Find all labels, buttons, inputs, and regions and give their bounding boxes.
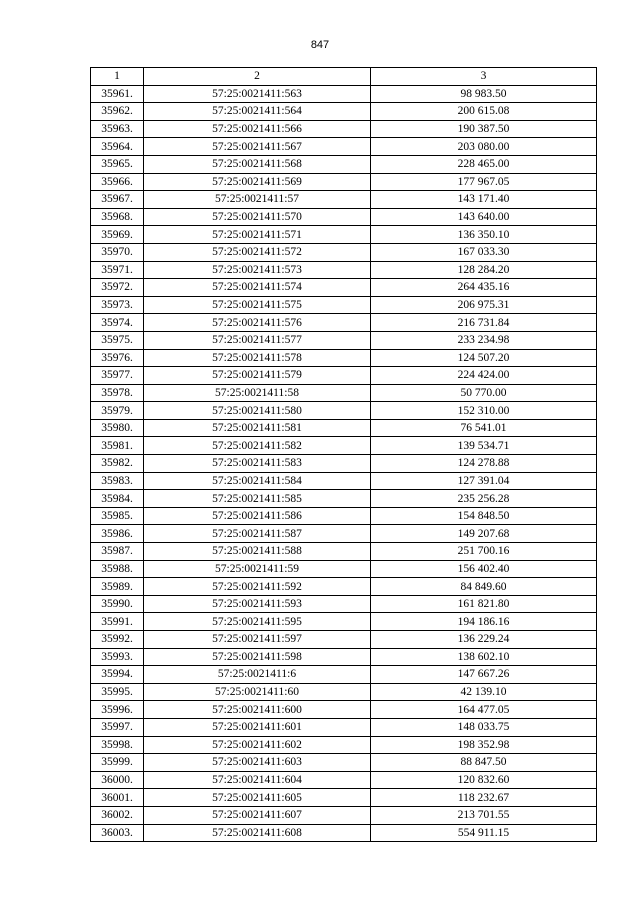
value-cell: 203 080.00 — [371, 138, 597, 156]
cadastral-number-cell: 57:25:0021411:571 — [144, 226, 371, 244]
row-number-cell: 35989. — [91, 578, 144, 596]
table-row — [91, 666, 597, 684]
value-cell: 128 284.20 — [371, 261, 597, 279]
table-row — [91, 314, 597, 332]
table-row — [91, 120, 597, 138]
value-cell: 50 770.00 — [371, 384, 597, 402]
table-row — [91, 771, 597, 789]
table-row — [91, 683, 597, 701]
cadastral-number-cell: 57:25:0021411:583 — [144, 455, 371, 473]
cadastral-number-cell: 57:25:0021411:579 — [144, 367, 371, 385]
row-number-cell: 35994. — [91, 666, 144, 684]
cadastral-number-cell: 57:25:0021411:584 — [144, 472, 371, 490]
cadastral-number-cell: 57:25:0021411:602 — [144, 736, 371, 754]
cadastral-number-cell: 57:25:0021411:608 — [144, 824, 371, 842]
value-cell: 124 278.88 — [371, 455, 597, 473]
cadastral-number-cell: 57:25:0021411:578 — [144, 349, 371, 367]
row-number-cell: 35977. — [91, 367, 144, 385]
row-number-cell: 35973. — [91, 296, 144, 314]
value-cell: 76 541.01 — [371, 419, 597, 437]
value-cell: 213 701.55 — [371, 806, 597, 824]
cadastral-number-cell: 57:25:0021411:573 — [144, 261, 371, 279]
cadastral-number-cell: 57:25:0021411:603 — [144, 754, 371, 772]
cadastral-number-cell: 57:25:0021411:592 — [144, 578, 371, 596]
row-number-cell: 36002. — [91, 806, 144, 824]
cadastral-number-cell: 57:25:0021411:576 — [144, 314, 371, 332]
value-cell: 136 350.10 — [371, 226, 597, 244]
column-header-cadastral-number: 2 — [144, 68, 371, 86]
table-row — [91, 560, 597, 578]
row-number-cell: 35964. — [91, 138, 144, 156]
value-cell: 118 232.67 — [371, 789, 597, 807]
table-row — [91, 437, 597, 455]
value-cell: 98 983.50 — [371, 85, 597, 103]
table-row — [91, 103, 597, 121]
row-number-cell: 35978. — [91, 384, 144, 402]
cadastral-number-cell: 57:25:0021411:607 — [144, 806, 371, 824]
registry-table — [90, 67, 597, 842]
table-row — [91, 472, 597, 490]
page-number: 847 — [310, 39, 330, 51]
table-row — [91, 243, 597, 261]
table-row — [91, 754, 597, 772]
table-row — [91, 384, 597, 402]
row-number-cell: 35984. — [91, 490, 144, 508]
table-row — [91, 543, 597, 561]
row-number-cell: 35995. — [91, 683, 144, 701]
table-row — [91, 331, 597, 349]
row-number-cell: 35974. — [91, 314, 144, 332]
value-cell: 124 507.20 — [371, 349, 597, 367]
table-row — [91, 789, 597, 807]
cadastral-number-cell: 57:25:0021411:600 — [144, 701, 371, 719]
row-number-cell: 36001. — [91, 789, 144, 807]
value-cell: 216 731.84 — [371, 314, 597, 332]
table-row — [91, 155, 597, 173]
column-header-number: 1 — [91, 68, 144, 86]
value-cell: 156 402.40 — [371, 560, 597, 578]
table-row — [91, 419, 597, 437]
value-cell: 147 667.26 — [371, 666, 597, 684]
cadastral-number-cell: 57:25:0021411:588 — [144, 543, 371, 561]
table-row — [91, 367, 597, 385]
row-number-cell: 35965. — [91, 155, 144, 173]
cadastral-number-cell: 57:25:0021411:598 — [144, 648, 371, 666]
cadastral-number-cell: 57:25:0021411:585 — [144, 490, 371, 508]
value-cell: 233 234.98 — [371, 331, 597, 349]
cadastral-number-cell: 57:25:0021411:569 — [144, 173, 371, 191]
cadastral-number-cell: 57:25:0021411:597 — [144, 631, 371, 649]
value-cell: 42 139.10 — [371, 683, 597, 701]
value-cell: 84 849.60 — [371, 578, 597, 596]
value-cell: 148 033.75 — [371, 718, 597, 736]
row-number-cell: 35979. — [91, 402, 144, 420]
value-cell: 149 207.68 — [371, 525, 597, 543]
row-number-cell: 36003. — [91, 824, 144, 842]
row-number-cell: 35961. — [91, 85, 144, 103]
value-cell: 167 033.30 — [371, 243, 597, 261]
table-row — [91, 138, 597, 156]
value-cell: 161 821.80 — [371, 595, 597, 613]
cadastral-number-cell: 57:25:0021411:566 — [144, 120, 371, 138]
value-cell: 164 477.05 — [371, 701, 597, 719]
row-number-cell: 35972. — [91, 279, 144, 297]
value-cell: 190 387.50 — [371, 120, 597, 138]
table-row — [91, 631, 597, 649]
row-number-cell: 35992. — [91, 631, 144, 649]
row-number-cell: 35976. — [91, 349, 144, 367]
row-number-cell: 35963. — [91, 120, 144, 138]
row-number-cell: 35981. — [91, 437, 144, 455]
table-row — [91, 507, 597, 525]
value-cell: 88 847.50 — [371, 754, 597, 772]
row-number-cell: 35988. — [91, 560, 144, 578]
row-number-cell: 35966. — [91, 173, 144, 191]
cadastral-number-cell: 57:25:0021411:60 — [144, 683, 371, 701]
cadastral-number-cell: 57:25:0021411:564 — [144, 103, 371, 121]
cadastral-number-cell: 57:25:0021411:6 — [144, 666, 371, 684]
value-cell: 120 832.60 — [371, 771, 597, 789]
table-row — [91, 578, 597, 596]
row-number-cell: 36000. — [91, 771, 144, 789]
table-row — [91, 226, 597, 244]
row-number-cell: 35975. — [91, 331, 144, 349]
row-number-cell: 35998. — [91, 736, 144, 754]
cadastral-number-cell: 57:25:0021411:570 — [144, 208, 371, 226]
value-cell: 154 848.50 — [371, 507, 597, 525]
value-cell: 198 352.98 — [371, 736, 597, 754]
cadastral-number-cell: 57:25:0021411:58 — [144, 384, 371, 402]
table-header-row — [91, 68, 597, 86]
row-number-cell: 35985. — [91, 507, 144, 525]
row-number-cell: 35969. — [91, 226, 144, 244]
value-cell: 139 534.71 — [371, 437, 597, 455]
row-number-cell: 35970. — [91, 243, 144, 261]
row-number-cell: 35962. — [91, 103, 144, 121]
cadastral-number-cell: 57:25:0021411:582 — [144, 437, 371, 455]
registry-table-body — [91, 68, 597, 842]
cadastral-number-cell: 57:25:0021411:586 — [144, 507, 371, 525]
row-number-cell: 35993. — [91, 648, 144, 666]
row-number-cell: 35968. — [91, 208, 144, 226]
table-row — [91, 85, 597, 103]
cadastral-number-cell: 57:25:0021411:601 — [144, 718, 371, 736]
table-row — [91, 806, 597, 824]
cadastral-number-cell: 57:25:0021411:595 — [144, 613, 371, 631]
value-cell: 136 229.24 — [371, 631, 597, 649]
table-row — [91, 402, 597, 420]
table-row — [91, 279, 597, 297]
table-row — [91, 296, 597, 314]
row-number-cell: 35999. — [91, 754, 144, 772]
row-number-cell: 35997. — [91, 718, 144, 736]
table-row — [91, 261, 597, 279]
row-number-cell: 35990. — [91, 595, 144, 613]
row-number-cell: 35967. — [91, 191, 144, 209]
row-number-cell: 35991. — [91, 613, 144, 631]
table-row — [91, 191, 597, 209]
table-row — [91, 595, 597, 613]
table-row — [91, 173, 597, 191]
cadastral-number-cell: 57:25:0021411:604 — [144, 771, 371, 789]
table-row — [91, 455, 597, 473]
row-number-cell: 35971. — [91, 261, 144, 279]
table-row — [91, 349, 597, 367]
cadastral-number-cell: 57:25:0021411:587 — [144, 525, 371, 543]
row-number-cell: 35987. — [91, 543, 144, 561]
row-number-cell: 35983. — [91, 472, 144, 490]
value-cell: 138 602.10 — [371, 648, 597, 666]
value-cell: 206 975.31 — [371, 296, 597, 314]
row-number-cell: 35996. — [91, 701, 144, 719]
value-cell: 251 700.16 — [371, 543, 597, 561]
table-row — [91, 718, 597, 736]
value-cell: 127 391.04 — [371, 472, 597, 490]
cadastral-number-cell: 57:25:0021411:59 — [144, 560, 371, 578]
cadastral-number-cell: 57:25:0021411:593 — [144, 595, 371, 613]
column-header-value: 3 — [371, 68, 597, 86]
value-cell: 264 435.16 — [371, 279, 597, 297]
table-row — [91, 701, 597, 719]
table-row — [91, 824, 597, 842]
value-cell: 235 256.28 — [371, 490, 597, 508]
table-row — [91, 525, 597, 543]
cadastral-number-cell: 57:25:0021411:57 — [144, 191, 371, 209]
table-row — [91, 648, 597, 666]
cadastral-number-cell: 57:25:0021411:567 — [144, 138, 371, 156]
cadastral-number-cell: 57:25:0021411:605 — [144, 789, 371, 807]
cadastral-number-cell: 57:25:0021411:580 — [144, 402, 371, 420]
value-cell: 200 615.08 — [371, 103, 597, 121]
table-row — [91, 613, 597, 631]
row-number-cell: 35986. — [91, 525, 144, 543]
cadastral-number-cell: 57:25:0021411:575 — [144, 296, 371, 314]
value-cell: 143 640.00 — [371, 208, 597, 226]
cadastral-number-cell: 57:25:0021411:568 — [144, 155, 371, 173]
table-row — [91, 736, 597, 754]
row-number-cell: 35982. — [91, 455, 144, 473]
cadastral-number-cell: 57:25:0021411:572 — [144, 243, 371, 261]
value-cell: 224 424.00 — [371, 367, 597, 385]
row-number-cell: 35980. — [91, 419, 144, 437]
value-cell: 228 465.00 — [371, 155, 597, 173]
cadastral-number-cell: 57:25:0021411:574 — [144, 279, 371, 297]
value-cell: 143 171.40 — [371, 191, 597, 209]
cadastral-number-cell: 57:25:0021411:581 — [144, 419, 371, 437]
table-row — [91, 490, 597, 508]
value-cell: 177 967.05 — [371, 173, 597, 191]
value-cell: 152 310.00 — [371, 402, 597, 420]
value-cell: 554 911.15 — [371, 824, 597, 842]
cadastral-number-cell: 57:25:0021411:563 — [144, 85, 371, 103]
value-cell: 194 186.16 — [371, 613, 597, 631]
table-row — [91, 208, 597, 226]
cadastral-number-cell: 57:25:0021411:577 — [144, 331, 371, 349]
